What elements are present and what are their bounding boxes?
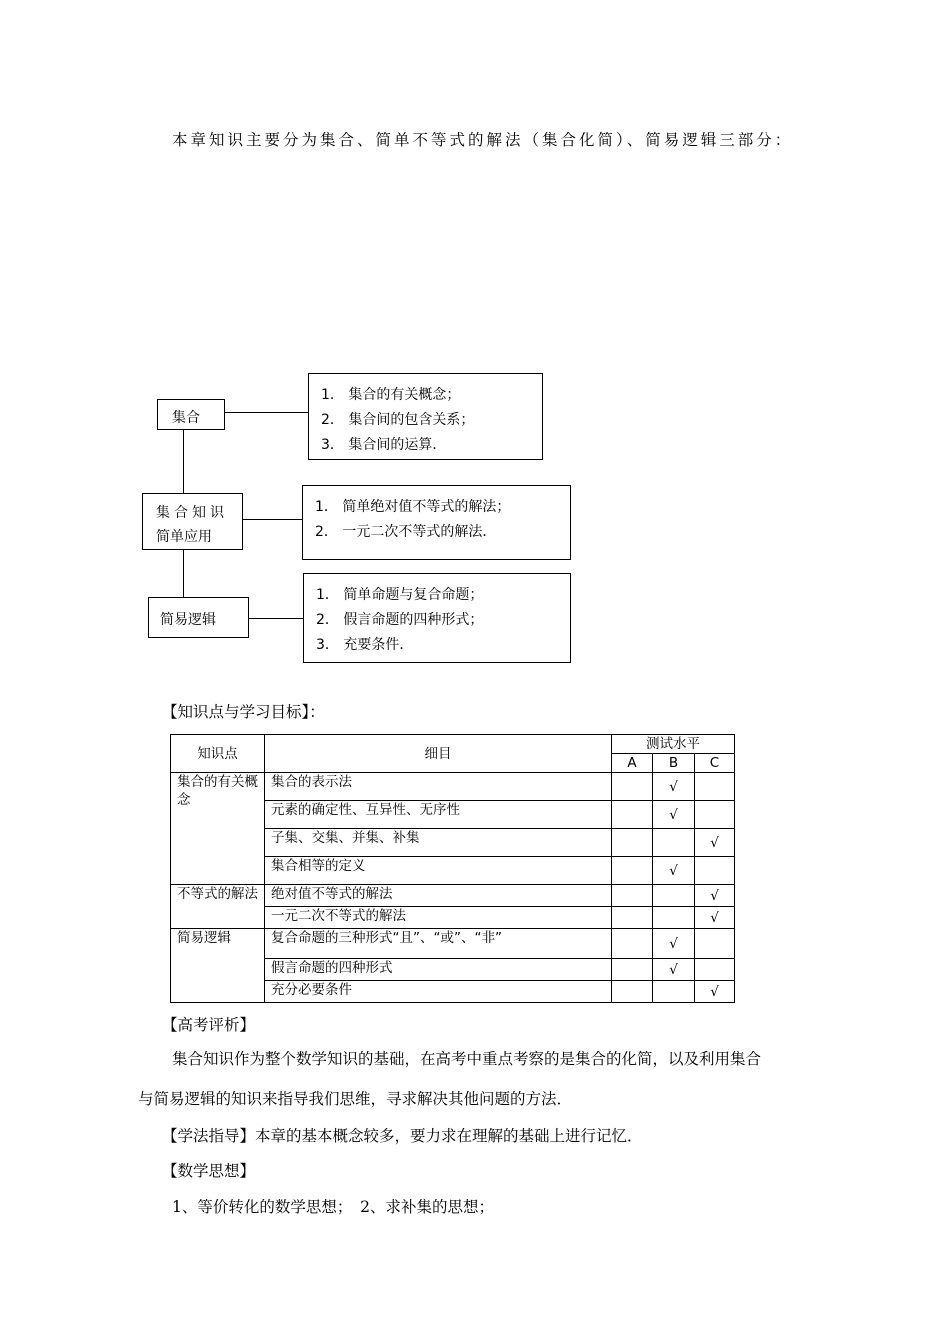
box-sets-items [308, 373, 543, 460]
thought-heading: 【数学思想】 [162, 1162, 256, 1180]
connector-logic-horizontal [248, 618, 304, 619]
level-cell-b [653, 959, 695, 981]
check-mark: √ [669, 806, 678, 823]
table-body [171, 773, 735, 1003]
level-cell-b [653, 829, 695, 857]
detail-cell: 集合相等的定义 [265, 857, 612, 885]
check-mark: √ [669, 862, 678, 879]
header-level-c: C [695, 754, 735, 773]
sets-item: 3． 集合间的运算． [321, 437, 447, 453]
header-detail: 细目 [265, 735, 612, 773]
level-cell-b [653, 907, 695, 929]
node-sets-label: 集合 [172, 410, 200, 426]
level-cell-b [653, 929, 695, 959]
connector-center-vertical [183, 549, 184, 597]
node-center-line2: 简单应用 [156, 529, 212, 545]
intro-text: 本章知识主要分为集合、简单不等式的解法（集合化简）、简易逻辑三部分： [172, 131, 794, 149]
header-level-b: B [653, 754, 695, 773]
level-cell-c [695, 801, 735, 829]
level-cell-a [612, 929, 653, 959]
check-mark: √ [669, 778, 678, 795]
level-cell-b [653, 857, 695, 885]
exam-heading: 【高考评析】 [162, 1016, 256, 1034]
knowledge-point-cell: 集合的有关概念 [171, 773, 265, 885]
node-center [142, 493, 243, 550]
check-mark: √ [710, 983, 719, 1000]
table-row [171, 929, 735, 959]
logic-item: 3． 充要条件． [316, 637, 414, 653]
level-cell-c [695, 907, 735, 929]
detail-cell: 假言命题的四种形式 [265, 959, 612, 981]
level-cell-a [612, 885, 653, 907]
detail-cell: 子集、交集、并集、补集 [265, 829, 612, 857]
connector-center-horizontal [242, 519, 303, 520]
knowledge-point-cell: 简易逻辑 [171, 929, 265, 1003]
level-cell-a [612, 773, 653, 801]
level-cell-a [612, 907, 653, 929]
level-cell-a [612, 857, 653, 885]
knowledge-point-cell: 不等式的解法 [171, 885, 265, 929]
level-cell-c [695, 829, 735, 857]
logic-item: 2． 假言命题的四种形式； [316, 612, 484, 628]
check-mark: √ [669, 935, 678, 952]
detail-cell: 绝对值不等式的解法 [265, 885, 612, 907]
box-ineq-items [302, 485, 571, 560]
check-mark: √ [669, 961, 678, 978]
level-cell-c [695, 929, 735, 959]
level-cell-a [612, 981, 653, 1003]
ineq-item: 1． 简单绝对值不等式的解法； [315, 499, 511, 515]
ineq-item: 2． 一元二次不等式的解法． [315, 524, 497, 540]
logic-item: 1． 简单命题与复合命题； [316, 587, 484, 603]
node-sets [157, 399, 225, 430]
box-logic-items [303, 573, 571, 663]
level-cell-a [612, 829, 653, 857]
connector-sets-horizontal [224, 412, 309, 413]
exam-text-line2: 与简易逻辑的知识来指导我们思维，寻求解决其他问题的方法． [138, 1090, 573, 1108]
detail-cell: 元素的确定性、互异性、无序性 [265, 801, 612, 829]
detail-cell: 一元二次不等式的解法 [265, 907, 612, 929]
level-cell-a [612, 801, 653, 829]
level-cell-b [653, 773, 695, 801]
node-center-line1: 集合知识 [156, 505, 228, 521]
level-cell-b [653, 801, 695, 829]
detail-cell: 复合命题的三种形式“且”、“或”、“非” [265, 929, 612, 959]
detail-cell: 充分必要条件 [265, 981, 612, 1003]
header-level-a: A [612, 754, 653, 773]
check-mark: √ [710, 834, 719, 851]
node-logic [148, 597, 249, 638]
thought-text: 1、等价转化的数学思想； 2、求补集的思想； [172, 1198, 494, 1216]
header-level: 测试水平 [612, 735, 735, 754]
table-row [171, 885, 735, 907]
header-point: 知识点 [171, 735, 265, 773]
method-text: 【学法指导】本章的基本概念较多，要力求在理解的基础上进行记忆． [162, 1127, 643, 1145]
check-mark: √ [710, 909, 719, 926]
connector-sets-vertical [183, 429, 184, 494]
detail-cell: 集合的表示法 [265, 773, 612, 801]
sets-item: 2． 集合间的包含关系； [321, 412, 475, 428]
table-row [171, 773, 735, 801]
sets-item: 1． 集合的有关概念； [321, 387, 461, 403]
level-cell-c [695, 959, 735, 981]
objectives-table [170, 734, 735, 1003]
level-cell-b [653, 981, 695, 1003]
level-cell-c [695, 981, 735, 1003]
level-cell-c [695, 857, 735, 885]
exam-text-line1: 集合知识作为整个数学知识的基础，在高考中重点考察的是集合的化简，以及利用集合 [172, 1050, 762, 1068]
level-cell-c [695, 773, 735, 801]
level-cell-a [612, 959, 653, 981]
level-cell-b [653, 885, 695, 907]
level-cell-c [695, 885, 735, 907]
check-mark: √ [710, 887, 719, 904]
node-logic-label: 简易逻辑 [160, 612, 216, 628]
objectives-heading: 【知识点与学习目标】： [162, 703, 325, 721]
